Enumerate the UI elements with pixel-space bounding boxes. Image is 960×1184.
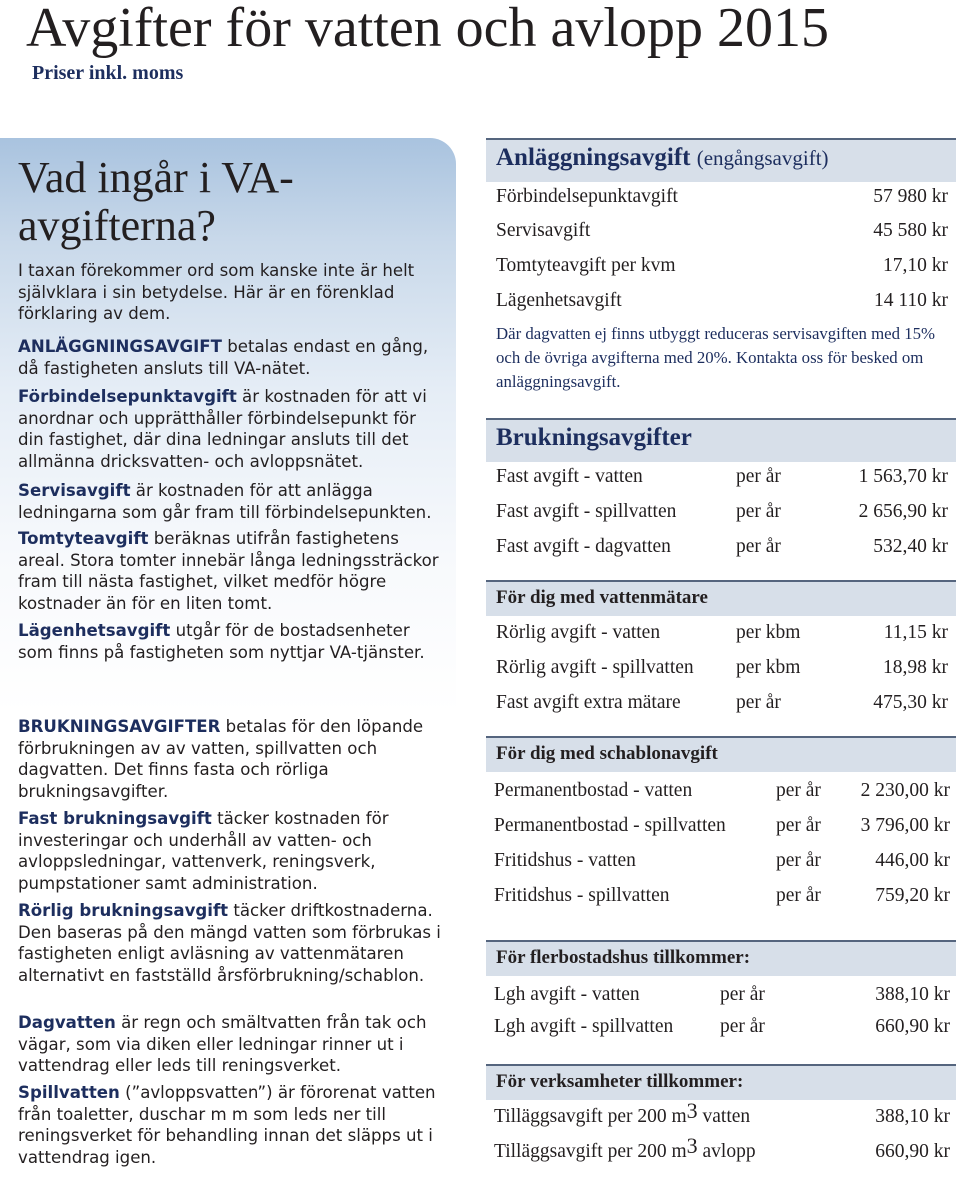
fee-row [496,497,948,527]
info-text: utgår för de bostadsenheter som finns på fastigheten som nyttjar VA-tjänster. [18,621,425,662]
fee-unit: per år [776,850,821,871]
info-paragraph [18,808,446,894]
fee-amount: 446,00 kr [875,850,950,871]
fee-label-suffix: vatten [697,1106,751,1127]
info-text: betalas för den löpande förbrukningen av av vatten, spillvatten och dagvatten. Det finns fasta och rörliga brukningsavgifter. [18,717,424,801]
fee-row [494,1098,950,1132]
fee-unit: per år [736,692,781,713]
fee-row [494,846,950,876]
section-header-brukningsavgifter [486,418,956,462]
fee-label: Förbindelsepunktavgift [496,186,678,207]
fee-amount: 759,20 kr [875,885,950,906]
fee-label-suffix: avlopp [697,1141,756,1162]
info-paragraph [18,528,446,614]
info-paragraph [18,620,446,663]
info-paragraph [18,1012,446,1077]
fee-amount: 11,15 kr [883,622,948,643]
info-term: BRUKNINGSAVGIFTER [18,717,221,736]
fee-row [494,980,950,1010]
fee-amount: 532,40 kr [873,536,948,557]
info-text: är regn och smältvatten från tak och vägar, som via diken eller ledningar rinner ut i vattendrag eller leds till reningsverket. [18,1013,427,1075]
fee-amount: 660,90 kr [875,1141,950,1162]
section-header-anlaggningsavgift [486,138,956,182]
fee-label: Fast avgift extra mätare [496,692,681,713]
info-text: täcker kostnaden för investeringar och underhåll av vatten- och avloppsledningar, vattenverk, reningsverk, pumpstationer samt administration. [18,809,389,893]
fee-row [496,532,948,562]
section-title: För flerbostadshus tillkommer: [496,947,751,968]
fee-amount: 388,10 kr [875,1106,950,1127]
section-title: För dig med vattenmätare [496,587,708,608]
info-term: Servisavgift [18,481,131,500]
fee-row [496,688,948,718]
fee-row [496,251,948,281]
section-title-suffix: (engångsavgift) [696,146,829,170]
fee-unit: per kbm [736,622,801,643]
info-text: är kostnaden för att vi anordnar och upprätthåller förbindelsepunkt för din fastighet, där dina ledningar ansluts till det allmänna dricksvatten- och avloppsnätet. [18,387,427,471]
page-subtitle: Priser inkl. moms [32,62,184,84]
info-term: Spillvatten [18,1083,120,1102]
fee-row [494,881,950,911]
fee-amount: 1 563,70 kr [858,466,948,487]
fee-label: Fast avgift - spillvatten [496,501,677,522]
info-heading: Vad ingår i VA-avgifterna? [18,153,294,250]
anlaggning-note: Där dagvatten ej finns utbyggt reduceras servisavgiften med 15% och de övriga avgifterna med 20%. Kontakta oss för besked om anläggningsavgift. [496,324,935,391]
fee-label: Permanentbostad - spillvatten [494,815,726,836]
fee-amount: 17,10 kr [883,255,948,276]
info-paragraph [18,386,446,472]
fee-unit: per år [776,815,821,836]
fee-label-superscript: 3 [686,1098,698,1123]
info-text: betalas endast en gång, då fastigheten ansluts till VA-nätet. [18,337,429,378]
info-panel [0,138,456,1184]
info-term: Förbindelsepunktavgift [18,387,237,406]
info-term: Lägenhetsavgift [18,621,171,640]
fee-amount: 57 980 kr [873,186,948,207]
fee-amount: 2 230,00 kr [860,780,950,801]
info-text: täcker driftkostnaderna. Den baseras på den mängd vatten som förbrukas i fastigheten enligt avläsning av vattenmätaren alternativt en fastställd årsförbrukning/schablon. [18,901,441,985]
fee-amount: 18,98 kr [883,657,948,678]
fee-row [496,182,948,212]
info-paragraph [18,480,446,523]
fee-label: Fast avgift - vatten [496,466,643,487]
fee-row [496,216,948,246]
info-term: Rörlig brukningsavgift [18,901,229,920]
fee-row [496,618,948,648]
info-paragraph [18,900,446,986]
fee-unit: per år [736,501,781,522]
fee-row [496,286,948,316]
fee-label: Lgh avgift - spillvatten [494,1016,674,1037]
info-text: beräknas utifrån fastighetens areal. Stora tomter innebär långa ledningssträckor fram till nästa fastighet, vilket medför högre kostnader än för en liten tomt. [18,529,439,613]
fee-row [494,811,950,841]
fee-amount: 45 580 kr [873,220,948,241]
fee-unit: per år [720,1016,765,1037]
fee-label: Fritidshus - vatten [494,850,636,871]
fee-label: Permanentbostad - vatten [494,780,693,801]
section-header-flerbostadshus [486,940,956,976]
fee-label [494,1098,751,1132]
info-paragraph [18,716,446,802]
fee-row [494,1133,950,1167]
fee-unit: per år [736,536,781,557]
info-intro: I taxan förekommer ord som kanske inte är helt självklara i sin betydelse. Här är en förenklad förklaring av dem. [18,261,415,323]
fee-label: Fast avgift - dagvatten [496,536,671,557]
section-title: För dig med schablonavgift [496,743,718,764]
info-term: Dagvatten [18,1013,116,1032]
section-title: För verksamheter tillkommer: [496,1071,744,1092]
fee-row [496,653,948,683]
info-term: Tomtyteavgift [18,529,149,548]
fee-label [494,1133,756,1167]
section-header-vattenmatare [486,580,956,616]
fee-label: Lägenhetsavgift [496,290,622,311]
fee-label: Fritidshus - spillvatten [494,885,670,906]
fee-label: Servisavgift [496,220,591,241]
section-title: Brukningsavgifter [496,424,692,451]
info-paragraph [18,1082,446,1168]
fee-label-superscript: 3 [686,1133,698,1158]
section-title-main: Anläggningsavgift [496,144,691,171]
fee-row [494,776,950,806]
fee-label: Rörlig avgift - spillvatten [496,657,694,678]
fee-amount: 660,90 kr [875,1016,950,1037]
info-term: ANLÄGGNINGSAVGIFT [18,337,222,356]
info-text: (”avloppsvatten”) är förorenat vatten från toaletter, duschar m m som leds ner till reningsverket för behandling innan det släpps ut i vattendrag igen. [18,1083,436,1167]
fee-label: Rörlig avgift - vatten [496,622,661,643]
section-header-schablonavgift [486,736,956,772]
fee-label-text: Tilläggsavgift per 200 m [494,1106,687,1127]
fee-unit: per år [776,885,821,906]
page-title: Avgifter för vatten och avlopp 2015 [26,0,829,59]
fee-amount: 475,30 kr [873,692,948,713]
fee-label: Tomtyteavgift per kvm [496,255,676,276]
fee-amount: 388,10 kr [875,984,950,1005]
fee-label-text: Tilläggsavgift per 200 m [494,1141,687,1162]
fee-amount: 14 110 kr [873,290,948,311]
fee-unit: per kbm [736,657,801,678]
fee-unit: per år [736,466,781,487]
fee-amount: 3 796,00 kr [860,815,950,836]
info-paragraph [18,336,446,379]
fee-unit: per år [776,780,821,801]
section-title [496,144,829,172]
info-term: Fast brukningsavgift [18,809,212,828]
section-header-verksamheter [486,1064,956,1100]
fee-label: Lgh avgift - vatten [494,984,640,1005]
fee-unit: per år [720,984,765,1005]
info-text: är kostnaden för att anlägga ledningarna som går fram till förbindelsepunkten. [18,481,432,522]
fee-row [494,1012,950,1042]
fee-row [496,462,948,492]
fee-amount: 2 656,90 kr [858,501,948,522]
